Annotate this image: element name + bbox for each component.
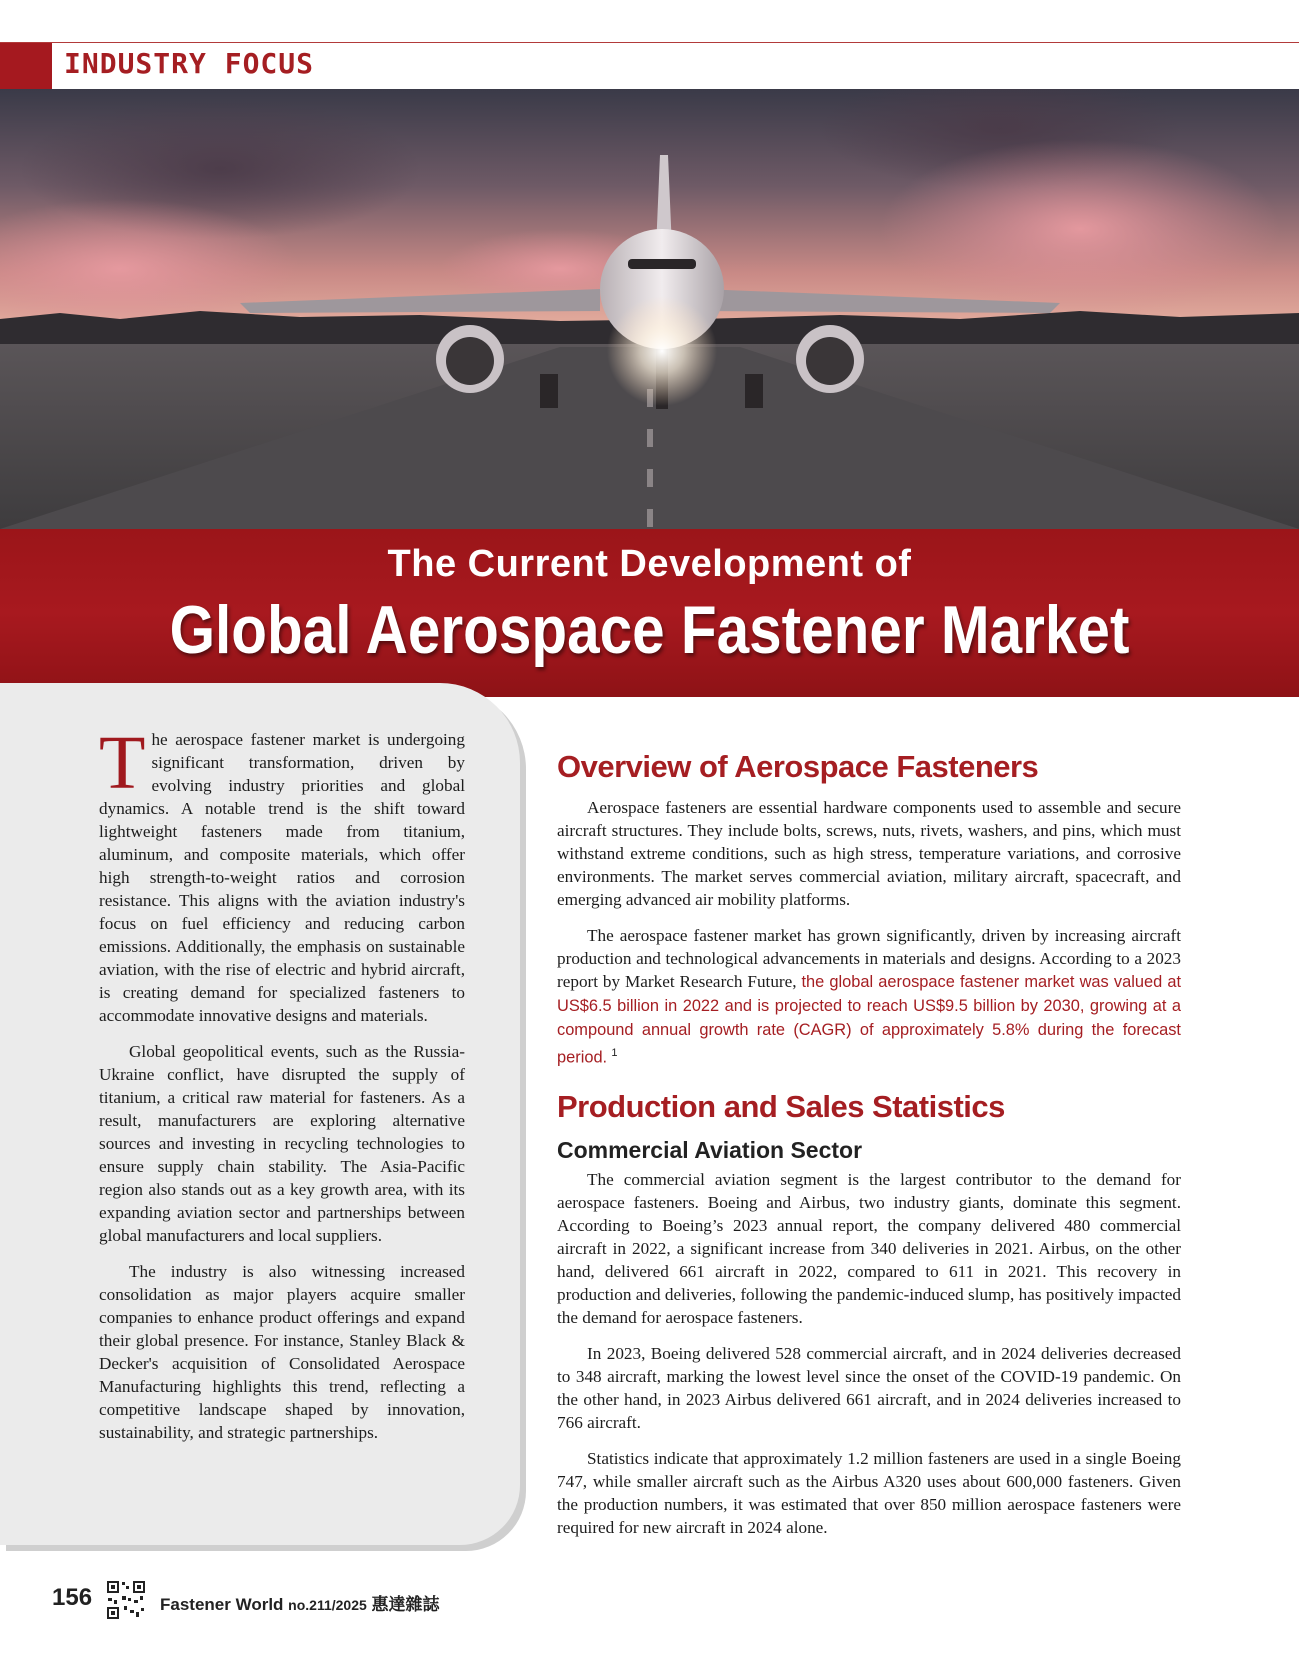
- hero-image: [0, 89, 1299, 529]
- subheading-commercial: Commercial Aviation Sector: [557, 1136, 863, 1163]
- heading-overview: Overview of Aerospace Fasteners: [557, 749, 1039, 784]
- footnote-marker: 1: [611, 1047, 618, 1059]
- page-number: 156: [52, 1584, 93, 1611]
- intro-paragraph-2: Global geopolitical events, such as the Russia-Ukraine conflict, have disrupted the supply of titanium, a critical raw material for fasteners. As a result, manufacturers are exploring alternative sources and investing in recycling technologies to ensure supply chain stability. The Asia-Pacific region also stands out as a key growth area, with its expanding aviation sector and partnerships between global manufacturers and local suppliers.: [99, 1042, 465, 1245]
- commercial-paragraph-2: In 2023, Boeing delivered 528 commercial aircraft, and in 2024 deliveries decreased to 348 aircraft, marking the lowest level since the onset of the COVID-19 pandemic. On the other hand, in 2023 Airbus delivered 661 aircraft, and in 2024 deliveries increased to 766 aircraft.: [557, 1343, 1181, 1432]
- overview-paragraph-2: The aerospace fastener market has grown significantly, driven by increasing aircraft production and technological advancements in materials and designs. According to a 2023 report by Market Research Future, the global aerospace fastener market was valued at US$6.5 billion in 2022 and is projected to reach US$9.5 billion by 2030, growing at a compound annual growth rate (CAGR) of approximately 5.8% during the forecast period. $^1$: [557, 926, 1181, 1067]
- section-header: [0, 43, 1299, 89]
- overview-paragraph-1: Aerospace fasteners are essential hardware components used to assemble and secure aircraft structures. They include bolts, screws, nuts, rivets, washers, and pins, which must withstand extreme conditions, such as high stress, temperature variations, and corrosive environments. The market serves commercial aviation, military aircraft, spacecraft, and emerging advanced air mobility platforms.: [557, 798, 1181, 909]
- section-label: INDUSTRY FOCUS: [64, 47, 315, 80]
- drop-cap: T: [99, 721, 146, 805]
- market-size-highlight: the global aerospace fastener market was valued at US$6.5 billion in 2022 and is projected to reach US$9.5 billion by 2030, growing at a compound annual growth rate (CAGR) of approximately 5.8% during the forecast period.: [557, 973, 1181, 1067]
- qr-code-icon: [106, 1580, 146, 1620]
- intro-paragraph-1: The aerospace fastener market is undergoing significant transformation, driven by evolving industry priorities and global dynamics. A notable trend is the shift toward lightweight fasteners made from titanium, aluminum, and composite materials, which offer high strength-to-weight ratios and corrosion resistance. This aligns with the aviation industry's focus on fuel efficiency and reducing carbon emissions. Additionally, the emphasis on sustainable aviation, with the rise of electric and hybrid aircraft, is creating demand for specialized fasteners to accommodate innovative designs and materials.: [99, 721, 465, 1025]
- title-banner: [0, 529, 1299, 697]
- article-title: Global Aerospace Fastener Market: [169, 592, 1130, 668]
- article-subtitle: The Current Development of: [387, 543, 912, 585]
- intro-text: [99, 721, 465, 1457]
- heading-production: Production and Sales Statistics: [557, 1088, 1005, 1124]
- section-color-block: [0, 43, 52, 89]
- commercial-paragraph-3: Statistics indicate that approximately 1.2 million fasteners are used in a single Boeing 747, while smaller aircraft such as the Airbus A320 uses about 600,000 fasteners. Given the production numbers, it was estimated that over 850 million aerospace fasteners were required for new aircraft in 2024 alone.: [557, 1448, 1181, 1537]
- page-footer: [50, 1580, 650, 1620]
- issue-number: no.211/2025: [288, 1597, 367, 1613]
- commercial-paragraph-1: The commercial aviation segment is the largest contributor to the demand for aerospace fasteners. Boeing and Airbus, two industry giants, dominate this segment. According to Boeing’s 2023 annual report, the company delivered 480 commercial aircraft in 2022, a significant increase from 340 deliveries in 2021. Airbus, on the other hand, delivered 661 aircraft in 2022, compared to 611 in 2021. This recovery in production and deliveries, following the pandemic-induced slump, has positively impacted the demand for aerospace fasteners.: [557, 1169, 1181, 1327]
- airplane-illustration: [0, 89, 1299, 529]
- publication-chinese-name: 惠達雜誌: [371, 1595, 440, 1614]
- main-text: [557, 748, 1181, 1552]
- publication-info: [160, 1590, 440, 1615]
- intro-paragraph-3: The industry is also witnessing increased consolidation as major players acquire smaller companies to enhance product offerings and expand their global presence. For instance, Stanley Black & Decker's acquisition of Consolidated Aerospace Manufacturing highlights this trend, reflecting a competitive landscape shaped by innovation, sustainability, and strategic partnerships.: [99, 1262, 465, 1442]
- publication-name: Fastener World: [160, 1595, 284, 1614]
